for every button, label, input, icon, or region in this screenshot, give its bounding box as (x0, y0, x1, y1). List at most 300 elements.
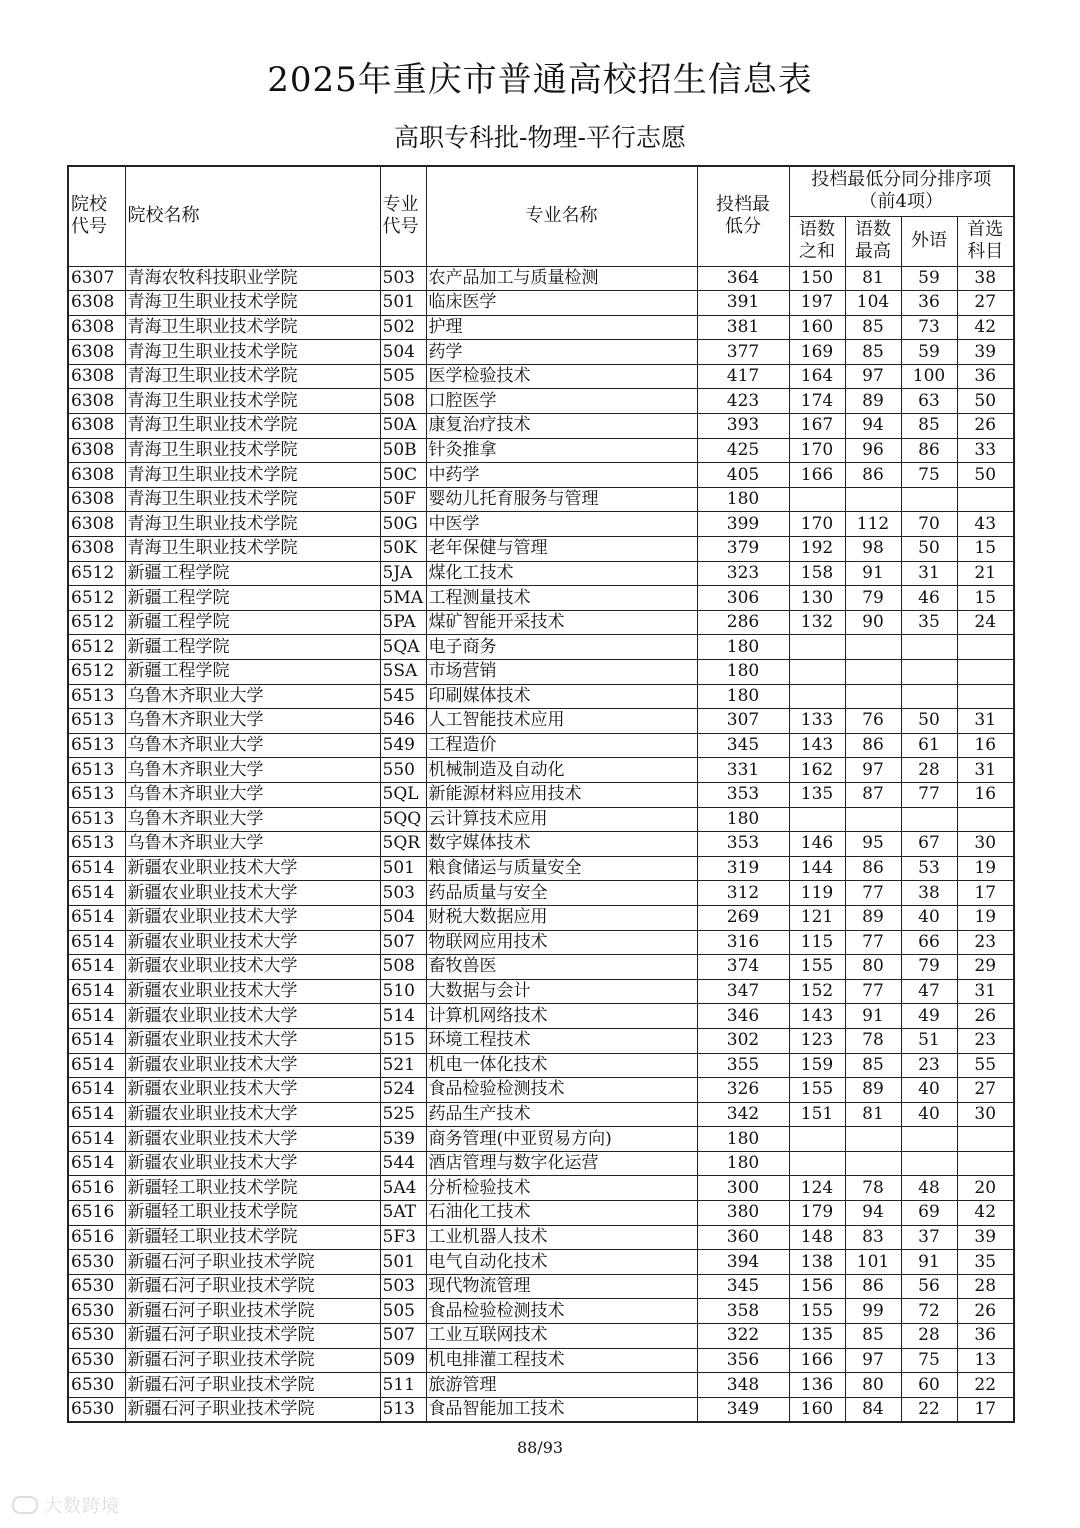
table-cell: 6308 (68, 512, 125, 537)
table-row (68, 1102, 1014, 1127)
table-cell: 166 (789, 1348, 845, 1373)
table-cell (957, 487, 1014, 512)
table-cell: 青海卫生职业技术学院 (125, 414, 380, 439)
table-cell: 143 (789, 1004, 845, 1029)
table-cell: 15 (957, 586, 1014, 611)
table-cell: 中药学 (426, 463, 697, 488)
table-cell: 新疆石河子职业技术学院 (125, 1250, 380, 1275)
table-cell: 180 (697, 660, 789, 685)
table-cell: 94 (845, 414, 901, 439)
table-cell: 5QR (380, 832, 426, 857)
table-cell: 96 (845, 438, 901, 463)
table-row (68, 881, 1014, 906)
table-cell: 药品质量与安全 (426, 881, 697, 906)
table-cell: 53 (901, 856, 957, 881)
table-cell: 新疆农业职业技术大学 (125, 930, 380, 955)
table-cell: 42 (957, 315, 1014, 340)
table-cell: 6308 (68, 364, 125, 389)
table-cell: 青海卫生职业技术学院 (125, 537, 380, 562)
table-cell: 155 (789, 955, 845, 980)
table-cell (789, 684, 845, 709)
table-cell: 新疆农业职业技术大学 (125, 856, 380, 881)
table-cell (845, 487, 901, 512)
table-row (68, 856, 1014, 881)
table-cell: 167 (789, 414, 845, 439)
table-cell: 云计算技术应用 (426, 807, 697, 832)
table-cell: 大数据与会计 (426, 979, 697, 1004)
table-cell: 503 (380, 1274, 426, 1299)
table-cell: 新疆石河子职业技术学院 (125, 1274, 380, 1299)
table-cell (957, 635, 1014, 660)
table-cell: 机械制造及自动化 (426, 758, 697, 783)
table-cell: 40 (901, 1078, 957, 1103)
table-cell: 50B (380, 438, 426, 463)
table-cell: 132 (789, 610, 845, 635)
table-row (68, 512, 1014, 537)
table-cell: 133 (789, 709, 845, 734)
table-cell: 新疆农业职业技术大学 (125, 1053, 380, 1078)
table-cell: 380 (697, 1201, 789, 1226)
table-cell: 67 (901, 832, 957, 857)
table-cell: 27 (957, 291, 1014, 316)
table-row (68, 782, 1014, 807)
header-major-name: 专业名称 (426, 166, 697, 266)
table-cell: 136 (789, 1373, 845, 1398)
table-cell: 新疆轻工职业技术学院 (125, 1176, 380, 1201)
table-cell: 425 (697, 438, 789, 463)
table-row (68, 1127, 1014, 1152)
table-cell: 507 (380, 930, 426, 955)
table-cell: 80 (845, 955, 901, 980)
table-row (68, 1324, 1014, 1349)
table-cell: 75 (901, 463, 957, 488)
table-cell: 6513 (68, 782, 125, 807)
table-cell: 16 (957, 782, 1014, 807)
table-row (68, 364, 1014, 389)
table-cell: 28 (957, 1274, 1014, 1299)
table-cell: 348 (697, 1373, 789, 1398)
table-cell: 86 (901, 438, 957, 463)
table-row (68, 733, 1014, 758)
table-cell: 6512 (68, 586, 125, 611)
table-cell: 56 (901, 1274, 957, 1299)
table-cell: 6512 (68, 635, 125, 660)
table-cell: 16 (957, 733, 1014, 758)
table-cell: 新疆工程学院 (125, 635, 380, 660)
table-cell: 新疆石河子职业技术学院 (125, 1324, 380, 1349)
table-cell: 55 (957, 1053, 1014, 1078)
table-row (68, 1397, 1014, 1422)
table-cell: 60 (901, 1373, 957, 1398)
table-cell: 75 (901, 1348, 957, 1373)
table-cell: 工业互联网技术 (426, 1324, 697, 1349)
table-cell: 104 (845, 291, 901, 316)
table-cell: 6308 (68, 340, 125, 365)
table-cell: 5QL (380, 782, 426, 807)
table-cell: 乌鲁木齐职业大学 (125, 733, 380, 758)
table-cell: 5AT (380, 1201, 426, 1226)
table-cell: 37 (901, 1225, 957, 1250)
table-cell: 179 (789, 1201, 845, 1226)
table-cell: 135 (789, 782, 845, 807)
table-cell: 新疆农业职业技术大学 (125, 881, 380, 906)
table-cell: 40 (901, 905, 957, 930)
table-cell: 76 (845, 709, 901, 734)
table-row (68, 340, 1014, 365)
table-cell: 47 (901, 979, 957, 1004)
table-cell: 计算机网络技术 (426, 1004, 697, 1029)
table-cell (789, 1127, 845, 1152)
table-cell: 180 (697, 1151, 789, 1176)
table-cell: 6513 (68, 709, 125, 734)
table-row (68, 832, 1014, 857)
table-cell: 临床医学 (426, 291, 697, 316)
table-row (68, 586, 1014, 611)
table-cell: 143 (789, 733, 845, 758)
table-cell: 老年保健与管理 (426, 537, 697, 562)
table-cell: 新疆农业职业技术大学 (125, 1127, 380, 1152)
table-cell: 513 (380, 1397, 426, 1422)
table-cell (845, 635, 901, 660)
table-cell: 360 (697, 1225, 789, 1250)
table-cell: 94 (845, 1201, 901, 1226)
table-cell: 机电一体化技术 (426, 1053, 697, 1078)
table-cell: 119 (789, 881, 845, 906)
table-cell: 新疆石河子职业技术学院 (125, 1348, 380, 1373)
table-cell: 85 (845, 315, 901, 340)
table-row (68, 709, 1014, 734)
table-cell: 28 (901, 758, 957, 783)
table-cell: 13 (957, 1348, 1014, 1373)
table-cell: 农产品加工与质量检测 (426, 266, 697, 291)
table-cell: 50A (380, 414, 426, 439)
table-row (68, 463, 1014, 488)
table-cell: 新疆轻工职业技术学院 (125, 1201, 380, 1226)
table-cell: 91 (845, 561, 901, 586)
table-cell: 新疆农业职业技术大学 (125, 1028, 380, 1053)
header-tie-group: 投档最低分同分排序项（前4项） (789, 166, 1014, 216)
table-cell: 503 (380, 266, 426, 291)
table-cell: 新疆工程学院 (125, 586, 380, 611)
table-cell: 39 (957, 340, 1014, 365)
table-cell (901, 1127, 957, 1152)
table-cell: 6308 (68, 438, 125, 463)
table-cell: 乌鲁木齐职业大学 (125, 832, 380, 857)
table-cell: 现代物流管理 (426, 1274, 697, 1299)
table-cell (957, 684, 1014, 709)
table-cell: 6307 (68, 266, 125, 291)
table-cell: 306 (697, 586, 789, 611)
table-cell: 36 (901, 291, 957, 316)
table-cell: 502 (380, 315, 426, 340)
table-cell: 43 (957, 512, 1014, 537)
table-cell (901, 684, 957, 709)
table-cell: 417 (697, 364, 789, 389)
table-cell: 24 (957, 610, 1014, 635)
header-chn-math-max: 语数最高 (845, 216, 901, 266)
table-cell: 新疆石河子职业技术学院 (125, 1397, 380, 1422)
table-cell: 377 (697, 340, 789, 365)
table-row (68, 660, 1014, 685)
table-cell: 数字媒体技术 (426, 832, 697, 857)
table-cell: 355 (697, 1053, 789, 1078)
table-cell: 160 (789, 1397, 845, 1422)
table-cell: 514 (380, 1004, 426, 1029)
table-cell: 青海农牧科技职业学院 (125, 266, 380, 291)
table-cell: 156 (789, 1274, 845, 1299)
table-cell: 6530 (68, 1250, 125, 1275)
table-cell: 30 (957, 1102, 1014, 1127)
table-cell: 159 (789, 1053, 845, 1078)
table-cell: 6512 (68, 610, 125, 635)
table-cell: 80 (845, 1373, 901, 1398)
table-cell: 6513 (68, 733, 125, 758)
logo-icon (12, 1496, 38, 1514)
table-cell: 155 (789, 1299, 845, 1324)
table-row (68, 487, 1014, 512)
table-row (68, 1201, 1014, 1226)
table-cell: 69 (901, 1201, 957, 1226)
table-cell: 86 (845, 463, 901, 488)
table-cell: 青海卫生职业技术学院 (125, 512, 380, 537)
table-cell: 新疆轻工职业技术学院 (125, 1225, 380, 1250)
table-cell: 6514 (68, 1151, 125, 1176)
table-cell: 166 (789, 463, 845, 488)
table-cell: 6530 (68, 1324, 125, 1349)
table-cell: 50 (957, 389, 1014, 414)
table-cell: 162 (789, 758, 845, 783)
table-cell: 150 (789, 266, 845, 291)
table-cell: 356 (697, 1348, 789, 1373)
table-cell: 6514 (68, 1078, 125, 1103)
table-cell: 90 (845, 610, 901, 635)
table-cell: 72 (901, 1299, 957, 1324)
table-cell: 515 (380, 1028, 426, 1053)
table-cell: 青海卫生职业技术学院 (125, 389, 380, 414)
table-cell: 工程造价 (426, 733, 697, 758)
table-cell: 346 (697, 1004, 789, 1029)
table-cell: 49 (901, 1004, 957, 1029)
table-cell: 分析检验技术 (426, 1176, 697, 1201)
table-cell: 77 (901, 782, 957, 807)
table-cell: 31 (957, 709, 1014, 734)
table-row (68, 610, 1014, 635)
table-cell: 新疆农业职业技术大学 (125, 1078, 380, 1103)
table-cell: 医学检验技术 (426, 364, 697, 389)
table-cell: 101 (845, 1250, 901, 1275)
table-cell: 59 (901, 340, 957, 365)
table-cell: 46 (901, 586, 957, 611)
table-cell: 青海卫生职业技术学院 (125, 463, 380, 488)
table-cell: 510 (380, 979, 426, 1004)
table-cell: 399 (697, 512, 789, 537)
table-cell (789, 807, 845, 832)
table-cell: 85 (845, 1053, 901, 1078)
table-cell: 319 (697, 856, 789, 881)
table-row (68, 1225, 1014, 1250)
table-cell: 170 (789, 438, 845, 463)
table-cell: 79 (901, 955, 957, 980)
table-cell: 青海卫生职业技术学院 (125, 364, 380, 389)
table-cell: 电子商务 (426, 635, 697, 660)
table-cell (901, 635, 957, 660)
table-cell: 康复治疗技术 (426, 414, 697, 439)
table-cell: 549 (380, 733, 426, 758)
table-cell: 546 (380, 709, 426, 734)
table-cell: 42 (957, 1201, 1014, 1226)
table-cell: 酒店管理与数字化运营 (426, 1151, 697, 1176)
table-cell: 197 (789, 291, 845, 316)
table-cell: 21 (957, 561, 1014, 586)
table-cell: 6514 (68, 1053, 125, 1078)
page-title: 2025年重庆市普通高校招生信息表 (267, 60, 813, 100)
table-cell: 83 (845, 1225, 901, 1250)
table-cell: 6513 (68, 684, 125, 709)
table-cell: 电气自动化技术 (426, 1250, 697, 1275)
page-number: 88/93 (516, 1438, 564, 1457)
table-row (68, 1348, 1014, 1373)
table-cell: 353 (697, 832, 789, 857)
table-cell: 青海卫生职业技术学院 (125, 291, 380, 316)
table-cell: 6308 (68, 537, 125, 562)
table-cell: 35 (901, 610, 957, 635)
table-cell: 6512 (68, 561, 125, 586)
table-cell: 504 (380, 340, 426, 365)
table-cell: 91 (901, 1250, 957, 1275)
table-cell: 6514 (68, 1102, 125, 1127)
table-cell (901, 487, 957, 512)
table-cell: 36 (957, 1324, 1014, 1349)
table-cell: 152 (789, 979, 845, 1004)
table-cell: 6514 (68, 955, 125, 980)
table-cell: 粮食储运与质量安全 (426, 856, 697, 881)
table-cell: 6530 (68, 1373, 125, 1398)
table-row (68, 930, 1014, 955)
table-cell: 507 (380, 1324, 426, 1349)
table-cell: 322 (697, 1324, 789, 1349)
table-row (68, 635, 1014, 660)
table-cell: 180 (697, 1127, 789, 1152)
header-min-score: 投档最低分 (697, 166, 789, 266)
table-cell: 食品检验检测技术 (426, 1078, 697, 1103)
table-cell: 29 (957, 955, 1014, 980)
table-cell: 180 (697, 635, 789, 660)
table-row (68, 1299, 1014, 1324)
table-row (68, 1250, 1014, 1275)
table-cell (845, 684, 901, 709)
table-cell: 347 (697, 979, 789, 1004)
table-cell: 323 (697, 561, 789, 586)
table-cell: 503 (380, 881, 426, 906)
table-cell: 345 (697, 733, 789, 758)
table-cell: 6308 (68, 414, 125, 439)
table-cell: 6513 (68, 832, 125, 857)
header-school-name: 院校名称 (125, 166, 380, 266)
table-cell: 新疆农业职业技术大学 (125, 1151, 380, 1176)
table-cell: 85 (845, 340, 901, 365)
table-cell: 23 (901, 1053, 957, 1078)
table-row (68, 561, 1014, 586)
table-cell: 26 (957, 1299, 1014, 1324)
table-cell: 123 (789, 1028, 845, 1053)
table-cell: 550 (380, 758, 426, 783)
table-cell: 164 (789, 364, 845, 389)
table-cell: 81 (845, 1102, 901, 1127)
table-cell: 药学 (426, 340, 697, 365)
table-row (68, 1151, 1014, 1176)
table-cell: 98 (845, 537, 901, 562)
table-cell: 乌鲁木齐职业大学 (125, 758, 380, 783)
table-cell: 30 (957, 832, 1014, 857)
table-cell: 508 (380, 389, 426, 414)
table-cell: 新疆石河子职业技术学院 (125, 1373, 380, 1398)
table-cell: 31 (957, 979, 1014, 1004)
table-cell: 99 (845, 1299, 901, 1324)
table-cell: 6514 (68, 905, 125, 930)
table-cell: 煤化工技术 (426, 561, 697, 586)
table-cell: 91 (845, 1004, 901, 1029)
table-cell: 市场营销 (426, 660, 697, 685)
table-cell: 乌鲁木齐职业大学 (125, 684, 380, 709)
table-cell: 工业机器人技术 (426, 1225, 697, 1250)
page-subtitle: 高职专科批-物理-平行志愿 (394, 123, 686, 152)
table-cell: 新疆石河子职业技术学院 (125, 1299, 380, 1324)
table-cell: 391 (697, 291, 789, 316)
table-cell: 302 (697, 1028, 789, 1053)
table-cell: 144 (789, 856, 845, 881)
table-cell: 501 (380, 291, 426, 316)
table-cell (845, 1127, 901, 1152)
header-school-code: 院校代号 (68, 166, 125, 266)
table-cell: 85 (845, 1324, 901, 1349)
table-cell: 6514 (68, 1004, 125, 1029)
table-cell: 旅游管理 (426, 1373, 697, 1398)
table-cell: 50 (901, 537, 957, 562)
table-cell: 86 (845, 733, 901, 758)
table-row (68, 955, 1014, 980)
table-cell: 机电排灌工程技术 (426, 1348, 697, 1373)
table-row (68, 684, 1014, 709)
table-cell: 新疆工程学院 (125, 610, 380, 635)
table-cell (789, 635, 845, 660)
table-cell: 345 (697, 1274, 789, 1299)
table-cell (789, 1151, 845, 1176)
table-cell: 工程测量技术 (426, 586, 697, 611)
table-cell: 煤矿智能开采技术 (426, 610, 697, 635)
table-cell: 50 (901, 709, 957, 734)
table-cell: 79 (845, 586, 901, 611)
table-cell: 545 (380, 684, 426, 709)
table-cell: 5JA (380, 561, 426, 586)
table-cell: 新疆工程学院 (125, 561, 380, 586)
table-cell: 新疆农业职业技术大学 (125, 905, 380, 930)
table-cell: 509 (380, 1348, 426, 1373)
table-cell: 乌鲁木齐职业大学 (125, 807, 380, 832)
table-cell: 124 (789, 1176, 845, 1201)
table-cell: 364 (697, 266, 789, 291)
table-cell: 50G (380, 512, 426, 537)
table-cell: 135 (789, 1324, 845, 1349)
table-cell: 6308 (68, 389, 125, 414)
table-cell: 31 (957, 758, 1014, 783)
table-cell: 28 (901, 1324, 957, 1349)
table-cell: 66 (901, 930, 957, 955)
table-cell: 6516 (68, 1176, 125, 1201)
table-row (68, 807, 1014, 832)
table-cell: 521 (380, 1053, 426, 1078)
table-row (68, 1053, 1014, 1078)
table-cell: 乌鲁木齐职业大学 (125, 709, 380, 734)
